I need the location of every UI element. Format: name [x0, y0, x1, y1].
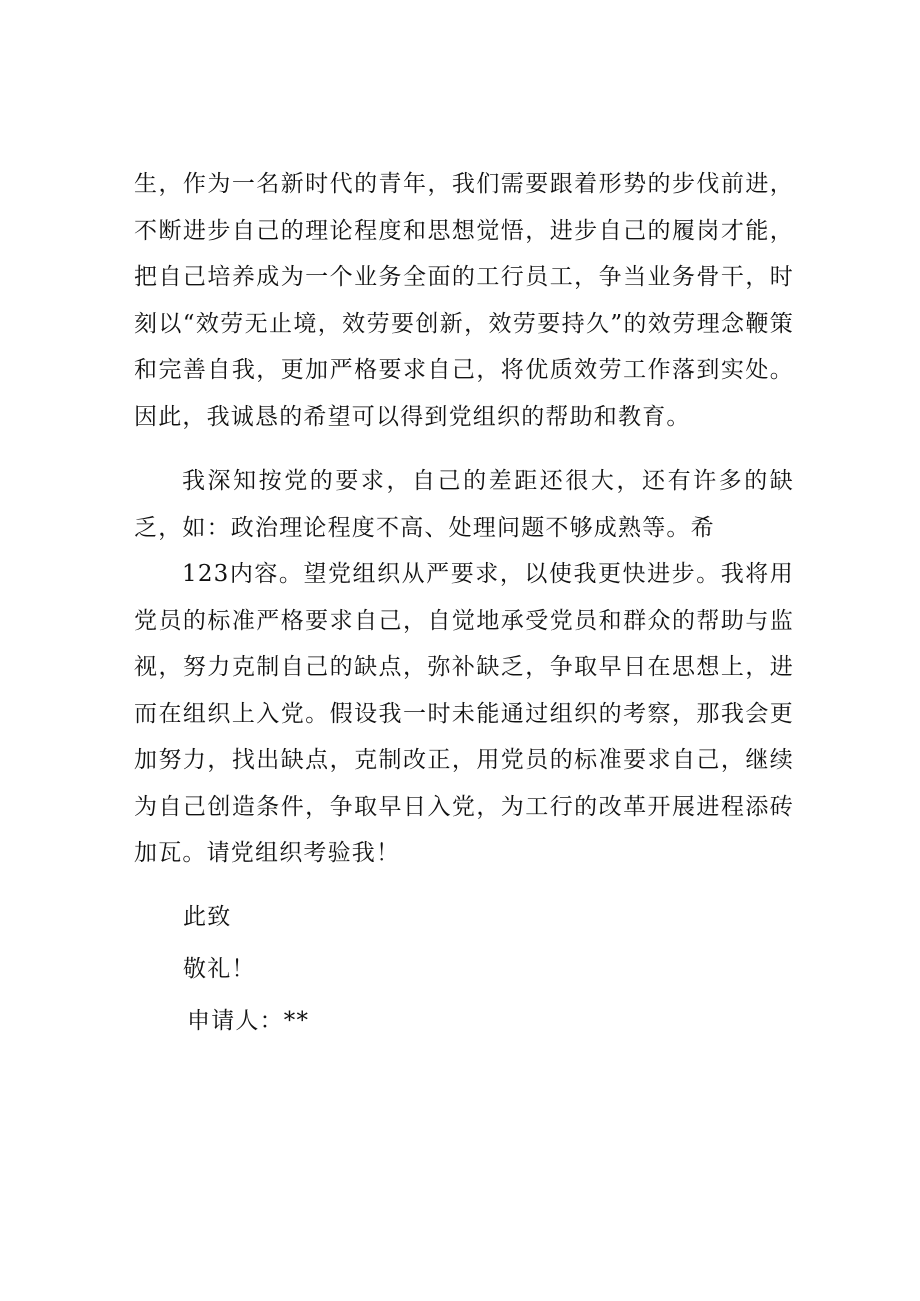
closing-salutation: 此致	[183, 904, 232, 930]
paragraph-shortcomings: 我深知按党的要求，自己的差距还很大，还有许多的缺乏，如：政治理论程度不高、处理问题不够成熟等。希	[134, 468, 794, 541]
applicant-signature: 申请人：**	[187, 1008, 310, 1034]
paragraph-commitment: 123内容。望党组织从严要求，以使我更快进步。我将用党员的标准严格要求自己，自觉地承受党员和群众的帮助与监视，努力克制自己的缺点，弥补缺乏，争取早日在思想上，进而在组织上入党。假设我一时未能通过组织的考察，那我会更加努力，找出缺点，克制改正，用党员的标准要求自己，继续为自己创造条件，争取早日入党，为工行的改革开展进程添砖加瓦。请党组织考验我！	[134, 561, 794, 866]
closing-regards: 敬礼！	[183, 956, 256, 982]
paragraph-continuation: 生，作为一名新时代的青年，我们需要跟着形势的步伐前进，不断进步自己的理论程度和思想觉悟，进步自己的履岗才能，把自己培养成为一个业务全面的工行员工，争当业务骨干，时刻以“效劳无止境，效劳要创新，效劳要持久”的效劳理念鞭策和完善自我，更加严格要求自己，将优质效劳工作落到实处。因此，我诚恳的希望可以得到党组织的帮助和教育。	[134, 171, 794, 430]
